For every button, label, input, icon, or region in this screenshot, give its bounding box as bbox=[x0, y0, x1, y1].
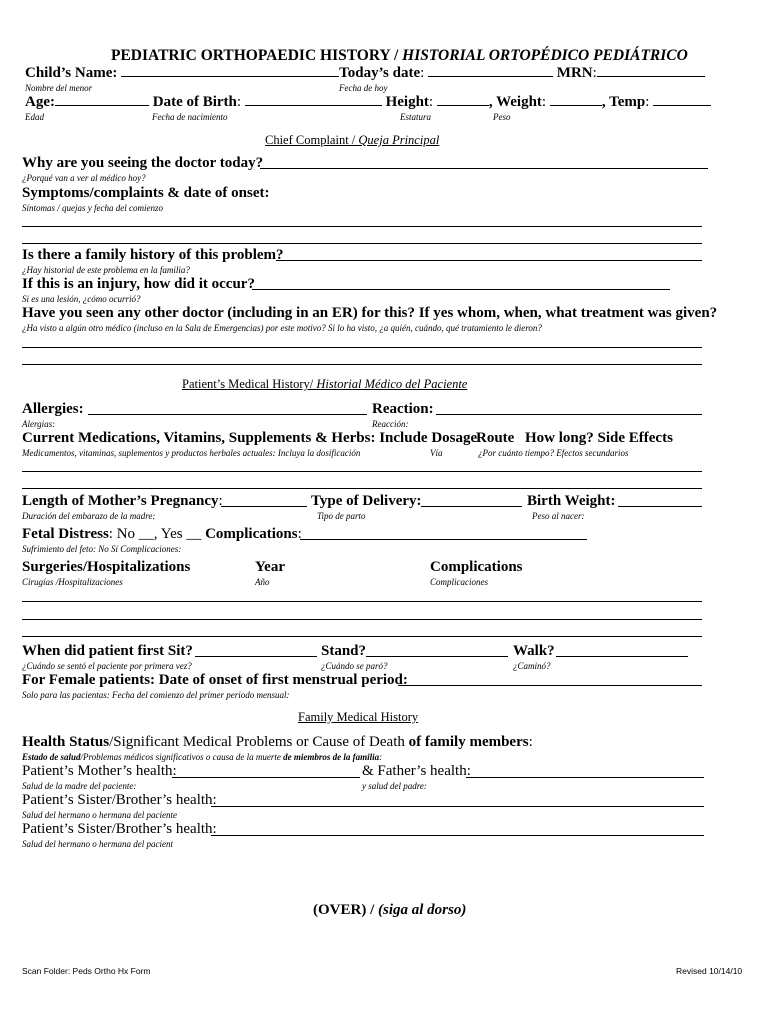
father-health-label: & Father’s health: bbox=[362, 763, 471, 779]
childs-name-label: Child’s Name: Today’s date: MRN: bbox=[25, 64, 705, 82]
pregnancy-es: Duración del embarazo de la madre: bbox=[22, 511, 156, 521]
medications-line-1[interactable] bbox=[22, 471, 702, 472]
menstrual-field[interactable] bbox=[398, 685, 702, 686]
injury-es: Si es una lesión, ¿cómo ocurrió? bbox=[22, 294, 141, 304]
why-seeing-field[interactable] bbox=[260, 168, 708, 169]
birth-weight-field[interactable] bbox=[618, 506, 702, 507]
temp-field[interactable] bbox=[653, 93, 711, 106]
delivery-label: Type of Delivery: bbox=[311, 493, 422, 509]
age-row: Age: Date of Birth: Height: , Weight: , Temp: bbox=[25, 93, 711, 111]
age-field[interactable] bbox=[55, 93, 149, 106]
birth-weight-es: Peso al nacer: bbox=[532, 511, 585, 521]
pregnancy-label: Length of Mother’s Pregnancy: bbox=[22, 493, 223, 509]
menstrual-es: Solo para las pacientas: Fecha del comienzo del primer periodo mensual: bbox=[22, 690, 290, 700]
sit-label: When did patient first Sit? bbox=[22, 643, 193, 659]
surgeries-line-1[interactable] bbox=[22, 601, 702, 602]
family-history-problem-es: ¿Hay historial de este problema en la familia? bbox=[22, 265, 190, 275]
dob-field[interactable] bbox=[245, 93, 382, 106]
sibling-health-es-1: Salud del hermano o hermana del paciente bbox=[22, 810, 177, 820]
height-field[interactable] bbox=[437, 93, 489, 106]
todays-date-es: Fecha de hoy bbox=[339, 83, 388, 93]
surgeries-label: Surgeries/Hospitalizations bbox=[22, 559, 191, 575]
other-doctor-line-2[interactable] bbox=[22, 364, 702, 365]
delivery-es: Tipo de parto bbox=[317, 511, 366, 521]
reaction-label: Reaction: bbox=[372, 401, 434, 417]
medications-es: Medicamentos, vitaminas, suplementos y productos herbales actuales: Incluya la dosificación bbox=[22, 448, 361, 458]
injury-field[interactable] bbox=[252, 289, 670, 290]
year-label: Year bbox=[255, 559, 285, 575]
other-doctor-es: ¿Ha visto a algún otro médico (incluso en la Sala de Emergencias) por este motivo? Si lo ha visto, ¿a quién, cuándo, qué tratamiento le dieron? bbox=[22, 323, 542, 333]
surgery-complications-label: Complications bbox=[430, 559, 523, 575]
mother-health-es: Salud de la madre del paciente: bbox=[22, 781, 137, 791]
stand-field[interactable] bbox=[366, 656, 508, 657]
sibling-health-field-1[interactable] bbox=[211, 806, 704, 807]
walk-field[interactable] bbox=[556, 656, 688, 657]
reaction-es: Reacción: bbox=[372, 419, 409, 429]
why-seeing-label: Why are you seeing the doctor today? bbox=[22, 155, 264, 171]
allergies-label: Allergies: bbox=[22, 401, 84, 417]
sit-field[interactable] bbox=[195, 656, 317, 657]
father-health-field[interactable] bbox=[466, 777, 704, 778]
mother-health-label: Patient’s Mother’s health: bbox=[22, 763, 177, 779]
route-es: Vía bbox=[430, 448, 443, 458]
footer-scan-folder: Scan Folder: Peds Ortho Hx Form bbox=[22, 966, 151, 976]
mother-health-field[interactable] bbox=[172, 777, 360, 778]
family-history-problem-label: Is there a family history of this problem? bbox=[22, 247, 284, 263]
allergies-field[interactable] bbox=[88, 414, 367, 415]
weight-field[interactable] bbox=[550, 93, 602, 106]
symptoms-line-1[interactable] bbox=[22, 226, 702, 227]
over-notice: (OVER) / (siga al dorso) bbox=[313, 902, 467, 918]
childs-name-es: Nombre del menor bbox=[25, 83, 93, 93]
dob-es: Fecha de nacimiento bbox=[152, 112, 228, 122]
health-status-es: Estado de salud/Problemas médicos significativos o causa de la muerte de miembros de la familia: bbox=[22, 752, 383, 762]
fetal-distress-label: Fetal Distress: No __, Yes __ Complications: bbox=[22, 526, 302, 542]
surgeries-line-2[interactable] bbox=[22, 619, 702, 620]
childs-name-field[interactable] bbox=[121, 64, 339, 77]
symptoms-label: Symptoms/complaints & date of onset: bbox=[22, 185, 270, 201]
sibling-health-field-2[interactable] bbox=[211, 835, 704, 836]
mrn-field[interactable] bbox=[597, 64, 705, 77]
pregnancy-field[interactable] bbox=[221, 506, 307, 507]
fetal-complications-field[interactable] bbox=[300, 539, 587, 540]
how-long-es: ¿Por cuánto tiempo? Efectos secundarios bbox=[478, 448, 629, 458]
surgeries-es: Cirugías /Hospitalizaciones bbox=[22, 577, 123, 587]
form-title: PEDIATRIC ORTHOPAEDIC HISTORY / HISTORIAL ORTOPÉDICO PEDIÁTRICO bbox=[111, 47, 688, 64]
family-history-problem-field[interactable] bbox=[276, 260, 702, 261]
other-doctor-line-1[interactable] bbox=[22, 347, 702, 348]
sibling-health-label-2: Patient’s Sister/Brother’s health: bbox=[22, 821, 217, 837]
height-es: Estatura bbox=[400, 112, 432, 122]
father-health-es: y salud del padre: bbox=[362, 781, 427, 791]
stand-label: Stand? bbox=[321, 643, 367, 659]
stand-es: ¿Cuándo se paró? bbox=[321, 661, 388, 671]
why-seeing-es: ¿Porqué van a ver al médico hoy? bbox=[22, 173, 146, 183]
delivery-field[interactable] bbox=[421, 506, 522, 507]
symptoms-line-2[interactable] bbox=[22, 243, 702, 244]
todays-date-field[interactable] bbox=[428, 64, 553, 77]
surgery-complications-es: Complicaciones bbox=[430, 577, 488, 587]
medical-history-heading: Patient’s Medical History/ Historial Médico del Paciente bbox=[182, 377, 468, 391]
walk-label: Walk? bbox=[513, 643, 555, 659]
sibling-health-label-1: Patient’s Sister/Brother’s health: bbox=[22, 792, 217, 808]
age-es: Edad bbox=[25, 112, 44, 122]
year-es: Año bbox=[255, 577, 270, 587]
sit-es: ¿Cuándo se sentó el paciente por primera vez? bbox=[22, 661, 192, 671]
symptoms-es: Síntomas / quejas y fecha del comienzo bbox=[22, 203, 163, 213]
sibling-health-es-2: Salud del hermano o hermana del pacient bbox=[22, 839, 173, 849]
medications-label: Current Medications, Vitamins, Supplements & Herbs: Include Dosage bbox=[22, 430, 478, 446]
medications-line-2[interactable] bbox=[22, 488, 702, 489]
route-label: Route bbox=[476, 430, 515, 446]
allergies-es: Alergias: bbox=[22, 419, 56, 429]
weight-es: Peso bbox=[493, 112, 511, 122]
reaction-field[interactable] bbox=[436, 414, 702, 415]
fetal-distress-es: Sufrimiento del feto: No Sí Complicaciones: bbox=[22, 544, 182, 554]
surgeries-line-3[interactable] bbox=[22, 636, 702, 637]
health-status-label: Health Status/Significant Medical Problems or Cause of Death of family members: bbox=[22, 734, 533, 750]
other-doctor-label: Have you seen any other doctor (including in an ER) for this? If yes whom, when, what treatment was given? bbox=[22, 305, 718, 321]
injury-label: If this is an injury, how did it occur? bbox=[22, 276, 255, 292]
walk-es: ¿Caminó? bbox=[513, 661, 551, 671]
family-medical-history-heading: Family Medical History bbox=[298, 710, 419, 724]
how-long-label: How long? Side Effects bbox=[525, 430, 673, 446]
menstrual-label: For Female patients: Date of onset of first menstrual period: bbox=[22, 672, 408, 688]
birth-weight-label: Birth Weight: bbox=[527, 493, 616, 509]
chief-complaint-heading: Chief Complaint / Queja Principal bbox=[265, 133, 440, 147]
footer-revised: Revised 10/14/10 bbox=[676, 966, 743, 976]
